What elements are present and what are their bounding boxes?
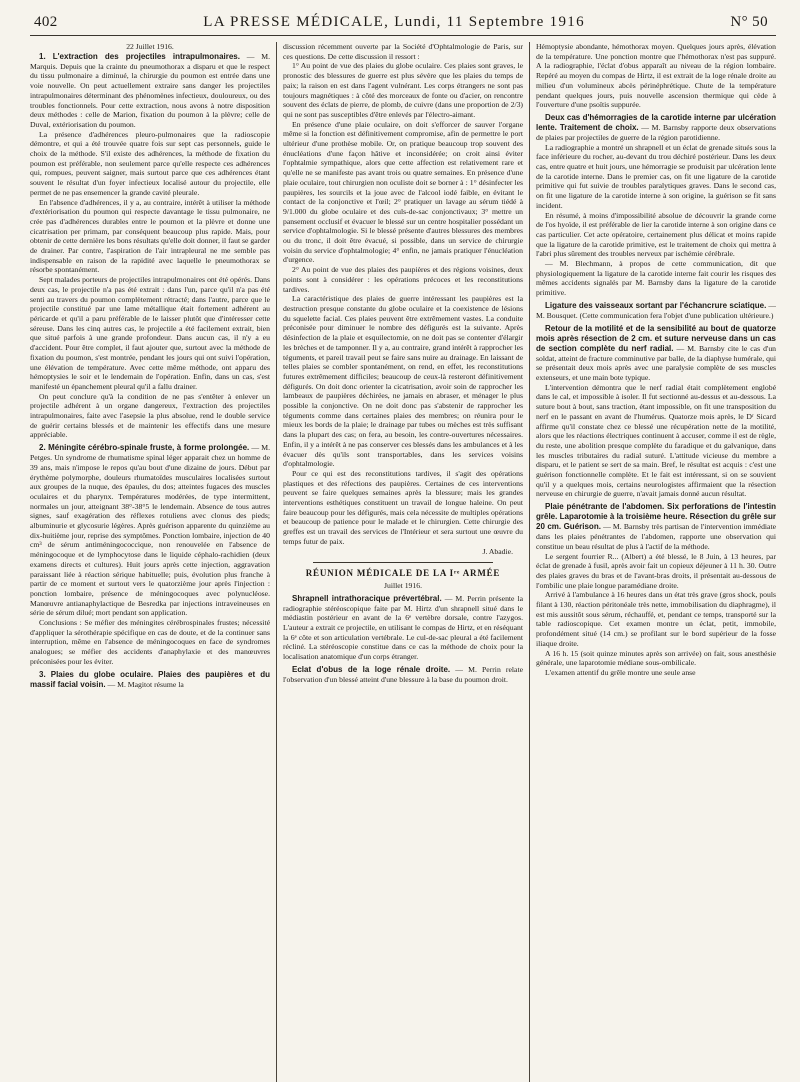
article-4-text: — M. Perrin présente la radiographie stéréoscopique faite par M. Hirtz d'un shrapnell situé dans le médiastin postérieur en avant de la 6ᵉ vertèbre dorsale, contre l'azygos. L'auteur a extrait ce projectile, en utilisant le compas de Hirtz, et en réséquant la 6ᵉ côte et son articulation vertébrale. Le cul-de-sac pleural a été facilement récliné. La stéréoscopie constitue dans ce cas la méthode de choix pour la localisation anatomique d'un corps étranger. [283, 593, 523, 662]
paragraph: L'examen attentif du grêle montre une seule anse [545, 667, 696, 677]
article-9-text: — M. Barnsby très partisan de l'intervention immédiate dans les plaies pénétrantes de l'abdomen, rapporte une observation qui constitue un beau résultat de plus à l'actif de la méthode. [536, 522, 776, 551]
paragraph: A 16 h. 15 (soit quinze minutes après son arrivée) on fait, sous anesthésie générale, une laparotomie médiane sous-ombilicale. [536, 648, 776, 668]
meeting-date: Juillet 1916. [383, 580, 422, 590]
session-date: 22 Juillet 1916. [126, 42, 174, 51]
paragraph: Arrivé à l'ambulance à 16 heures dans un état très grave (gros shock, pouls filant à 130, réaction péritonéale très nette, immobilisation du diaphragme), il est mis aussitôt sous sérum, réchauffé, et, pendant ce temps, transporté sur la table radioscopique. Cet examen montre un éclat, petit, immobile, profondément situé (14 cm.) se profilant sur le bord supérieur de la fosse iliaque droite. [536, 590, 776, 648]
columns [30, 42, 776, 1082]
article-4 [283, 594, 523, 662]
paragraph: Sept malades porteurs de projectiles intrapulmonaires ont été opérés. Dans deux cas, le projectile n'a pas été extrait : dans l'un, parce qu'il n'a pas été senti au travers du poumon complètement rétracté; dans l'autre, parce que le projectile constitué par une lame métallique était fortement adhérent au péricarde et qu'il a paru préférable de le laisser plutôt que d'intéresser cette séreuse. Dans les cinq autres cas, le projectile a été facilement extrait, bien que situé parfois à une grande profondeur. Dans aucun cas, il n'y a eu d'accident. Pour être complet, il faut ajouter que, surtout avec la méthode de fixation du poumon, s'est montrée, pendant les jours qui ont suivi l'opération, une élévation de température. Avec cette même méthode, ont apparu des hémoptysies le soir et le lendemain de l'opération. Enfin, dans un cas, s'est manifesté un épanchement pleural qu'il a fallu drainer. [30, 275, 270, 391]
signature: J. Abadie. [482, 546, 513, 556]
article-8-title: Retour de la motilité et de la sensibilité au bout de quatorze mois après résection de 2 cm. et suture nerveuse dans un cas de section complète du nerf radial. [536, 323, 776, 353]
column-3 [536, 42, 776, 1082]
article-6-text: — M. Barnsby rapporte deux observations de plaies par projectiles de guerre de la région parotidienne. [536, 122, 776, 142]
article-8 [536, 324, 776, 383]
section-rule [313, 562, 493, 563]
article-6 [536, 113, 776, 143]
paragraph: Conclusions : Se méfier des méningites cérébrospinales frustes; nécessité d'appliquer la sérothérapie spécifique en cas de doute, et de la continuer sans interruption, même en l'absence de méningocoques en face de syndromes analogues; se méfier des accidents d'anaphylaxie et des manœuvres préconisées pour les éviter. [30, 618, 270, 666]
article-5-text: — M. Perrin relate l'observation d'un blessé atteint d'une blessure à la base du poumon droit. [283, 664, 523, 684]
article-7-title: Ligature des vaisseaux sortant par l'échancrure sciatique. [545, 300, 767, 310]
paragraph: En résumé, à moins d'impossibilité absolue de découvrir la grande corne de l'os hyoïde, il est préférable de lier la carotide interne à son origine dans ce cas particulier. Cet acte opératoire, certainement plus délicat et moins rapide que la ligature de la carotide primitive, est le traitement de choix qui mettra à l'abri plus sûrement des troubles nerveux par ischémie cérébrale. [536, 210, 776, 259]
article-7 [536, 301, 776, 321]
paragraph: Hémoptysie abondante, hémothorax moyen. Quelques jours après, élévation de la température. Une ponction montre que l'hémothorax n'est pas suppuré. A la radiographie, l'éclat d'obus apparaît au niveau de la région lombaire. Repéré au moyen du compas de Hirtz, il est extrait de la loge rénale droite au milieu d'un volumineux abcès périnéphrétique. Chute de la température pendant quelques jours, puis nouvelle ascension thermique qui cède à l'ouverture d'une psoïtis suppurée. [536, 42, 776, 110]
article-9 [536, 502, 776, 551]
article-1-title: 1. L'extraction des projectiles intrapulmonaires. [39, 51, 240, 61]
issue-number: N° 50 [730, 14, 768, 30]
article-8-text: — M. Barnsby cite le cas d'un soldat, atteint de fracture comminutive par balle, de la diaphyse humérale, qui se présentait deux mois après avec une paralysie complète de ses muscles extenseurs, et une main bote typique. [536, 343, 776, 382]
column-divider [276, 42, 277, 1082]
paragraph: La radiographie a montré un shrapnell et un éclat de grenade situés sous la face inférieure du rocher, au-devant du trou déchiré postérieur. Dans les deux cas, entre quatre et huit jours, une hémorragie se produisit par ulcération lente de la carotide interne. Dans le premier cas, on fit une ligature de la carotide primitive qui fut suivie de troubles paralytiques graves. Dans le second cas, on fit une ligature de la carotide interne à son origine, la guérison se fit sans incident. [536, 142, 776, 210]
paragraph: Pour ce qui est des reconstitutions tardives, il s'agit des opérations plastiques et des réfections des paupières. Certaines de ces interventions peuvent se faire quelques semaines après la blessure; mais les grandes interventions esthétiques constituent un travail de longue haleine. On peut faire beaucoup pour les défigurés, mais cela nécessite de multiples opérations et beaucoup de patience pour le malade et le chirurgien. Cette chirurgie des greffes est un travail des services de l'Intérieur et sera surtout une œuvre du temps futur de paix. [283, 468, 523, 546]
article-4-title: Shrapnell intrathoracique prévertébral. [292, 593, 442, 603]
article-9-title: Plaie pénétrante de l'abdomen. Six perforations de l'intestin grêle. Laparotomie à la troisième heure. Résection du grêle sur 20 cm. Guérison. [536, 502, 776, 532]
article-3-intro: — M. Magitot résume la [107, 679, 184, 689]
paragraph: La caractéristique des plaies de guerre intéressant les paupières est la destruction presque constante du globe oculaire et la coexistence de lésions du squelette facial. Ces plaies peuvent être extrêmement vastes. La conduite préconisée pour diminuer le nombre des défigurés est la suivante. Après désinfection de la plaie et esquilectomie, on ne doit pas se contenter d'élargir les brèches et de tamponner. Il y a, au contraire, grand intérêt à rapprocher les téguments, et pareil travail peut se faire sans nuire au drainage. En laissant de telles plaies se combler spontanément, on rend, en effet, les reconstitutions futures extrêmement difficiles; beaucoup de ceux-là resteront définitivement défigurés. On doit donc orienter la cicatrisation, avoir soin de rapprocher les lambeaux de paupières déchirées, ne jamais en abraser, et ménager le plus possible la conjonctive. On ne doit donc pas s'abstenir de rapprocher les téguments comme dans certaines plaies des membres; on réunira pour le mieux les bords de la plaie; le drainage par tubes ou mèches est très suffisant dans la plupart des cas; on fera, au besoin, les contre-ouvertures nécessaires. Enfin, il y a intérêt à ne pas conserver ces blessés dans les ambulances et à les évacuer dès qu'ils sont transportables, dans les services voisins d'ophtalmologie. [283, 294, 523, 469]
paragraph: En l'absence d'adhérences, il y a, au contraire, intérêt à utiliser la méthode d'extériorisation du poumon qui respecte davantage le tissu pulmonaire, ne crée pas d'adhérences durables entre le poumon et la plèvre et donne une cicatrisation per primam, par conséquent beaucoup plus rapide. Mais, pour obtenir de cette dernière les bons résultats qu'elle doit donner, il faut se garder de drainer. Par contre, l'aspiration de l'air intrapleural ne me semble pas indispensable en raison de la rapidité avec laquelle le pneumothorax se résorbe spontanément. [30, 197, 270, 275]
meeting-title: RÉUNION MÉDICALE DE LA Iʳᵉ ARMÉE [305, 568, 501, 579]
article-2 [30, 443, 270, 618]
article-7-text: — M. Bousquet. (Cette communication fera l'objet d'une publication ultérieure.) [536, 300, 776, 320]
article-3 [30, 670, 270, 690]
article-1 [30, 52, 270, 130]
article-5-title: Eclat d'obus de la loge rénale droite. [292, 664, 451, 674]
paragraph: La présence d'adhérences pleuro-pulmonaires que la radioscopie démontre, et qui a été trouvée quatre fois sur sept cas personnels, guide le choix de la méthode. S'il existe des adhérences, la méthode de fixation du poumon est préférable, non seulement parce qu'elle respecte ces adhérences qui, rompues, peuvent saigner, mais surtout parce que ces adhérences étant souvent le résultat d'un foyer infectieux localisé autour du projectile, elle permet de ne pas ensemencer la grande cavité pleurale. [30, 129, 270, 197]
page-number: 402 [34, 14, 58, 30]
article-1-intro: — M. Marquis. Depuis que la crainte du pneumothorax a disparu et que le respect du tissu pulmonaire a diminué, la chirurgie du poumon est entrée dans une voie nouvelle. On peut actuellement extraire sans danger les projectiles intrapulmonaires déterminant des phénomènes infectieux, douloureux, ou des troubles fonctionnels. Pour cette extraction, nous avons à notre disposition deux méthodes : celle de Marion, fixation du poumon à la plèvre; celle de Duval, extériorisation du poumon. [30, 51, 270, 129]
article-2-title: 2. Méningite cérébro-spinale fruste, à forme prolongée. [39, 443, 250, 453]
paragraph: L'intervention démontra que le nerf radial était complètement englobé dans le cal, et impossible à isoler. Il fut sectionné au-dessus et au-dessous. La suture bout à bout, sans traction, étant impossible, on fit une transposition du nerf en le passant en avant de l'humérus. Quatorze mois après, le Dʳ Sicard affirme qu'il constate chez ce blessé une récupération nette de la motilité, alors que les réactions électriques continuent à accuser, comme il est de règle, du reste, une abolition presque complète du faradique et du galvanique, dans les muscles tributaires du radial suturé. L'attitude vicieuse du membre a disparu, et le patient se sert de sa main. Bref, le résultat est acquis : c'est une guérison fonctionnelle complète. Et le fait est intéressant, si on se souvient qu'il y a quelques mois, certains neurologistes affirmaient que la résection nerveuse en chirurgie de guerre, n'avait jamais donné aucun résultat. [536, 382, 776, 499]
page-header [30, 14, 776, 36]
journal-title: LA PRESSE MÉDICALE, Lundi, 11 Septembre 1916 [203, 14, 585, 30]
column-2 [283, 42, 523, 1082]
column-1 [30, 42, 270, 1082]
paragraph: 2° Au point de vue des plaies des paupières et des régions voisines, deux points sont à considérer : les opérations précoces et les reconstitutions tardives. [283, 265, 523, 294]
paragraph: 1° Au point de vue des plaies du globe oculaire. Ces plaies sont graves, le pronostic des blessures de guerre est plus sévère que les plaies du temps de paix; la raison en est dans l'agent vulnérant. Les corps étrangers ne sont pas toujours magnétiques : à côté des morceaux de fonte ou d'acier, on rencontre souvent des éclats de pierre, de plomb, de cuivre (dans une proportion de 2/3) qui ne sont pas susceptibles d'être enlevés par l'électro-aimant. [283, 61, 523, 119]
article-3-title: 3. Plaies du globe oculaire. Plaies des paupières et du massif facial voisin. [30, 669, 270, 689]
article-2-intro: — M. Petges. Un syndrome de rhumatisme spinal léger apparait chez un homme de 39 ans, mais n'impose le repos qu'au bout d'une dizaine de jours. Début par érythème polymorphe, douleurs rhumatoïdes musculaires localisées surtout aux groupes de la nuque, des épaules, du dos; atteintes fugaces des muscles oculaires et du pharynx. Températures modérées, de type intermittent, normales un jour, atteignant 38°-38°5 le lendemain. Absence de tous autres signes, sauf exagération des réflexes rotuliens avec clonus des pieds; albuminurie et glycosurie légères. Après guérison apparente du quinzième au dix-huitième jour, reprise des symptômes. Ponction lombaire, injection de 40 cm³ de sérum antiméningococcique, non renouvelée en l'absence de méningocoque et de lymphocytose dans le liquide céphalo-rachidien (deux examens directs et cultures). Huit jours après cette injection, aggravation paraissant liée à réaction sérique habituelle; puis, évolution plus franche à partir de ce moment et surtout vers le quatorzième jour après l'injection : ponction lombaire, présence de méningocoques avec polynucléose. Manœuvre antianaphylactique de Besredka par injections intraveineuses en série de sérum dilué; mort pendant son application. [30, 443, 270, 618]
article-5 [283, 665, 523, 685]
paragraph: discussion récemment ouverte par la Société d'Ophtalmologie de Paris, sur ces questions. De cette discussion il ressort : [283, 42, 523, 61]
paragraph: On peut conclure qu'à la condition de ne pas s'entêter à enlever un projectile adhérent à un organe dangereux, l'extraction des projectiles intrapulmonaires, faite avec l'asepsie la plus absolue, rend le double service de guérir certains blessés et de maintenir les effectifs dans une mesure appréciable. [30, 391, 270, 440]
article-6-title: Deux cas d'hémorragies de la carotide interne par ulcération lente. Traitement de choix. [536, 112, 776, 132]
paragraph: En présence d'une plaie oculaire, on doit s'efforcer de sauver l'organe même si la fonction est définitivement compromise, afin de permettre le port ultérieur d'une prothèse mobile. Or, on pratique beaucoup trop souvent des énucléations d'une façon hâtive et inconsidérée; on croit ainsi éviter l'ophtalmie sympathique, alors que cette affection est relativement rare et qu'elle ne se manifeste pas avant trois ou quatre semaines. En présence d'une plaie oculaire, tout chirurgien non oculiste doit se borner à : 1° désinfecter les paupières, les sourcils et la joue avec de l'alcool iodé faible, en évitant le contact de la conjonctive et l'œil; 2° pratiquer un lavage au sérum tiédé à 9/1.000 du globe oculaire et des culs-de-sac conjonctivaux; 3° mettre un pansement occlusif et évacuer le blessé sur un centre hospitalier possédant un service d'ophtalmologie. Si le blessé présente d'autres blessures des membres ou du tronc, il doit être évacué, si possible, dans un service de chirurgie voisin du service d'ophtalmologie; 4° enfin, ne jamais pratiquer l'énucléation d'urgence. [283, 119, 523, 265]
paragraph: Le sergent fourrier R... (Albert) a été blessé, le 8 Juin, à 13 heures, par éclat de grenade à fusil, après avoir fait un copieux déjeuner à 11 h. 30. Outre des plaies graves du bras et de l'avant-bras droits, il présentait au-dessous de l'ombilic une plaie longue paramédiane droite. [536, 551, 776, 590]
paragraph: — M. Blechmann, à propos de cette communication, dit que physiologiquement la ligature de la carotide interne fait courir les risques des mêmes accidents signalés par M. Barnsby dans la ligature de la carotide primitive. [536, 259, 776, 298]
column-divider [529, 42, 530, 1082]
